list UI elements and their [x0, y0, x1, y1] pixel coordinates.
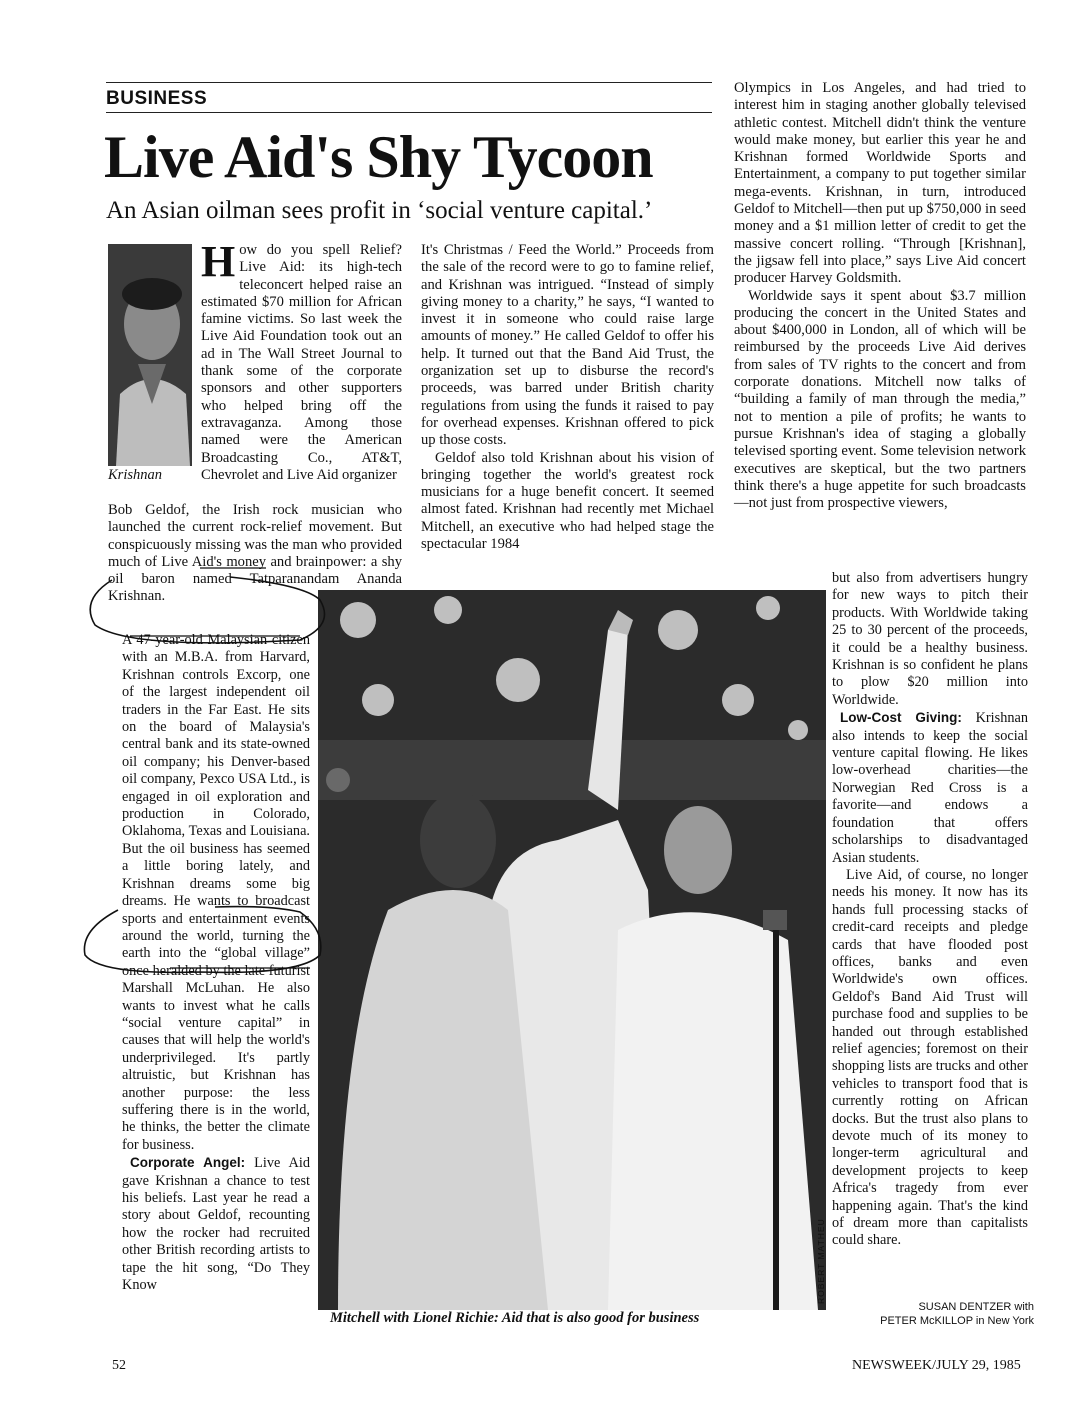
- column-2-paragraph: It's Christmas / Feed the World.” Proceeds from the sale of the record were to go to famine relief, and Krishnan was intrigued. “Instead of simply giving money to a charity,” he says, “I wanted to invest it in someone who could raise large amounts of money.” He called Geldof to offer his help. It turned out that the Band Aid Trust, the organization set up to disburse the record's proceeds, was barred under British charity regulations from using the funds it raised to pay for overhead expenses. Krishnan offered to pick up those costs.: [421, 242, 714, 449]
- section-underline: [106, 112, 712, 113]
- main-photo-image: [318, 590, 826, 1310]
- portrait-caption: Krishnan: [108, 467, 162, 483]
- headline: Live Aid's Shy Tycoon: [104, 124, 653, 190]
- column-2: [421, 242, 714, 553]
- page-number: 52: [112, 1358, 126, 1373]
- section-label: BUSINESS: [106, 88, 208, 109]
- column-3-paragraph: Live Aid, of course, no longer needs his money. It now has its hands full processing stacks of credit-card receipts and pledge cards that have flooded post offices, banks and even Worldwide's own offices. Geldof's Band Aid Trust will purchase food and supplies to be handed out through established relief agencies; foremost on their shopping lists are trucks and other vehicles to transport food that is currently rotting on African docks. But the trust also plans to devote much of its money to longer-term agricultural and development projects to keep Africa's tragedy from ever happening again. That's the kind of dream more than capitalists could share.: [832, 866, 1028, 1249]
- subhead-corporate-angel: Corporate Angel:: [130, 1155, 246, 1171]
- column-1-full-text: Bob Geldof, the Irish rock musician who launched the current rock-relief movement. But conspicuously missing was the man who provided much of Live Aid's money and brainpower: a shy oil baron named Tatparanandam Ananda Krishnan.: [108, 502, 402, 605]
- byline-line-2: PETER McKILLOP in New York: [880, 1315, 1034, 1327]
- portrait-photo: [108, 244, 192, 466]
- drop-cap: H: [201, 237, 236, 286]
- column-1-paragraph: A 47-year-old Malaysian citizen with an M.B.A. from Harvard, Krishnan controls Excorp, one of the largest independent oil traders in the Far East. He sits on the board of Malaysia's central bank and its state-owned oil company; his Denver-based oil company, Pexco USA Ltd., is engaged in oil exploration and production in Colorado, Oklahoma, Texas and Louisiana. But the oil business has seemed a little boring lately, and Krishnan dreams some big dreams. He wants to broadcast sports and entertainment events around the world, turning the earth into the “global village” once heralded by the late futurist Marshall McLuhan. He also wants to invest what he calls “social venture capital” in causes that will help the world's underprivileged. It's partly altruistic, but Krishnan has another purpose: the less suffering there is in the world, he thinks, the better the climate for business.: [122, 632, 310, 1153]
- column-1-top: [201, 237, 402, 484]
- photo-credit: ROBERT MATHEU: [816, 1218, 826, 1304]
- byline: [820, 1300, 1034, 1328]
- column-3-top: [734, 80, 1026, 512]
- subhead-low-cost-giving: Low-Cost Giving:: [840, 710, 962, 726]
- byline-line-1: SUSAN DENTZER with: [918, 1301, 1034, 1313]
- column-3-paragraph: Krishnan also intends to keep the social venture capital flowing. He likes low-overhead charities—the Norwegian Red Cross is a favorite—and endows a foundation that offers scholarships to disadvantaged Asian students.: [832, 710, 1028, 866]
- deck: An Asian oilman sees profit in ‘social venture capital.’: [106, 197, 653, 224]
- column-3-paragraph: Worldwide says it spent about $3.7 million producing the concert in the United States and about $400,000 in London, all of which will be reimbursed by the proceeds Live Aid derives from sales of TV rights to the concert and from corporate donations. Mitchell now talks of “building a family of man through the media,” not to mention a pile of profits; he wants to pursue Krishnan's idea of staging a globally televised sporting event. Some television network executives are skeptical, but the two partners think there's a huge appetite for such broadcasts—not just from prospective viewers,: [734, 287, 1026, 512]
- column-3-narrow: [832, 570, 1028, 1250]
- column-1-narrow: [122, 632, 310, 1294]
- column-1-paragraph: Live Aid gave Krishnan a chance to test his beliefs. Last year he read a story about Geldof, recounting how the rocker had recruited other British recording artists to tape the hit song, “Do They Know: [122, 1155, 310, 1294]
- column-3-paragraph: but also from advertisers hungry for new ways to pitch their products. With Worldwide taking 25 to 30 percent of the proceeds, it could be a healthy business. Krishnan is so confident he plans to plow $20 million into Worldwide.: [832, 570, 1028, 708]
- column-3-paragraph: Olympics in Los Angeles, and had tried to interest him in staging another globally televised athletic contest. Mitchell didn't think the venture would make money, but earlier this year he and Krishnan formed Worldwide Sports and Entertainment, a company to put together similar mega-events. Krishnan, in turn, introduced Geldof to Mitchell—then put up $750,000 in seed money and a $1 million letter of credit to get the massive concert rolling. “Through [Krishnan], the jigsaw fell into place,” says Live Aid concert producer Harvey Goldsmith.: [734, 80, 1026, 287]
- main-photo: [318, 590, 826, 1310]
- column-2-paragraph: Geldof also told Krishnan about his vision of bringing together the world's greatest rock musicians for a huge benefit concert. It seemed almost fated. Krishnan had recently met Michael Mitchell, an executive who had helped stage the spectacular 1984: [421, 449, 714, 553]
- column-1-top-text: ow do you spell Relief? Live Aid: its high-tech teleconcert helped raise an estimated $70 million for African famine victims. So last week the Live Aid Foundation took out an ad in The Wall Street Journal to thank some of the corporate sponsors and other supporters who helped bring off the extravaganza. Among those named were the American Broadcasting Co., AT&T, Chevrolet and Live Aid organizer: [201, 242, 402, 483]
- photo-caption: Mitchell with Lionel Richie: Aid that is also good for business: [330, 1310, 700, 1326]
- top-rule: [106, 82, 712, 83]
- portrait-image: [108, 244, 192, 466]
- issue-line: NEWSWEEK/JULY 29, 1985: [852, 1358, 1021, 1373]
